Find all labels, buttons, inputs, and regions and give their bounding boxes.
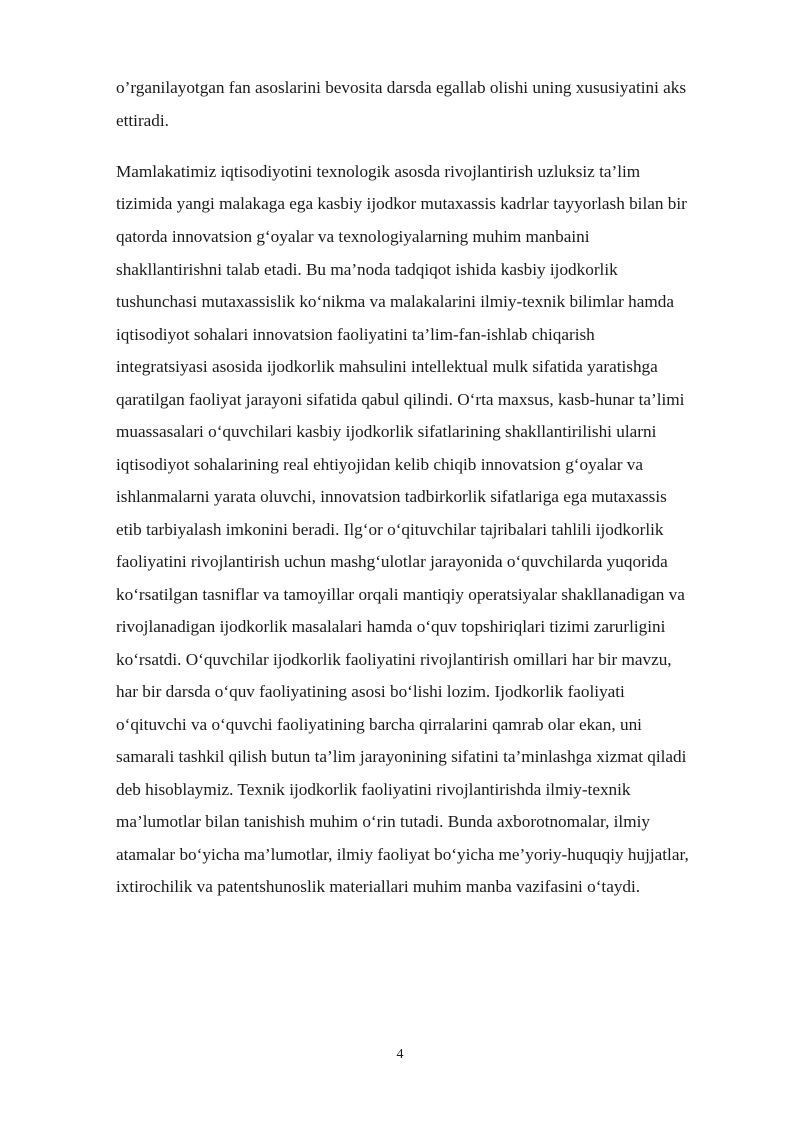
text-line: tushunchasi mutaxassislik ko‘nikma va malakalarini ilmiy-texnik bilimlar hamda <box>116 292 674 311</box>
text-line: Mamlakatimiz iqtisodiyotini texnologik asosda rivojlantirish uzluksiz ta’lim <box>116 162 641 181</box>
text-line: ishlanmalarni yarata oluvchi, innovatsion tadbirkorlik sifatlariga ega mutaxassis <box>116 487 667 506</box>
text-line: iqtisodiyot sohalari innovatsion faoliyatini ta’lim-fan-ishlab chiqarish <box>116 325 595 344</box>
text-line: ma’lumotlar bilan tanishish muhim o‘rin tutadi. Bunda axborotnomalar, ilmiy <box>116 812 650 831</box>
text-line: samarali tashkil qilish butun ta’lim jarayonining sifatini ta’minlashga xizmat qiladi <box>116 747 687 766</box>
text-line: atamalar bo‘yicha ma’lumotlar, ilmiy faoliyat bo‘yicha me’yoriy-huquqiy hujjatlar, <box>116 845 689 864</box>
text-line: har bir darsda o‘quv faoliyatining asosi bo‘lishi lozim. Ijodkorlik faoliyati <box>116 682 625 701</box>
text-line: faoliyatini rivojlantirish uchun mashg‘ulotlar jarayonida o‘quvchilarda yuqorida <box>116 552 668 571</box>
text-line: o‘qituvchi va o‘quvchi faoliyatining barcha qirralarini qamrab olar ekan, uni <box>116 715 642 734</box>
text-line: rivojlanadigan ijodkorlik masalalari hamda o‘quv topshiriqlari tizimi zarurligini <box>116 617 666 636</box>
text-line: qaratilgan faoliyat jarayoni sifatida qabul qilindi. O‘rta maxsus, kasb-hunar ta’limi <box>116 390 685 409</box>
text-line: tizimida yangi malakaga ega kasbiy ijodkor mutaxassis kadrlar tayyorlash bilan bir <box>116 194 687 213</box>
text-line: deb hisoblaymiz. Texnik ijodkorlik faoliyatini rivojlantirishda ilmiy-texnik <box>116 780 631 799</box>
text-line: qatorda innovatsion g‘oyalar va texnologiyalarning muhim manbaini <box>116 227 590 246</box>
text-line: integratsiyasi asosida ijodkorlik mahsulini intellektual mulk sifatida yaratishga <box>116 357 658 376</box>
text-line: ettiradi. <box>116 111 169 130</box>
text-line: ko‘rsatilgan tasniflar va tamoyillar orqali mantiqiy operatsiyalar shakllanadigan va <box>116 585 685 604</box>
page-number: 4 <box>396 1047 404 1062</box>
text-line: o’rganilayotgan fan asoslarini bevosita darsda egallab olishi uning xususiyatini aks <box>116 78 687 97</box>
text-line: ixtirochilik va patentshunoslik materiallari muhim manba vazifasini o‘taydi. <box>116 877 641 896</box>
text-line: ko‘rsatdi. O‘quvchilar ijodkorlik faoliyatini rivojlantirish omillari har bir mavzu, <box>116 650 672 669</box>
text-line: iqtisodiyot sohalarining real ehtiyojidan kelib chiqib innovatsion g‘oyalar va <box>116 455 643 474</box>
text-line: muassasalari o‘quvchilari kasbiy ijodkorlik sifatlarining shakllantirilishi ularni <box>116 422 657 441</box>
text-line: etib tarbiyalash imkonini beradi. Ilg‘or o‘qituvchilar tajribalari tahlili ijodkorlik <box>116 520 664 539</box>
text-line: shakllantirishni talab etadi. Bu ma’noda tadqiqot ishida kasbiy ijodkorlik <box>116 260 618 279</box>
